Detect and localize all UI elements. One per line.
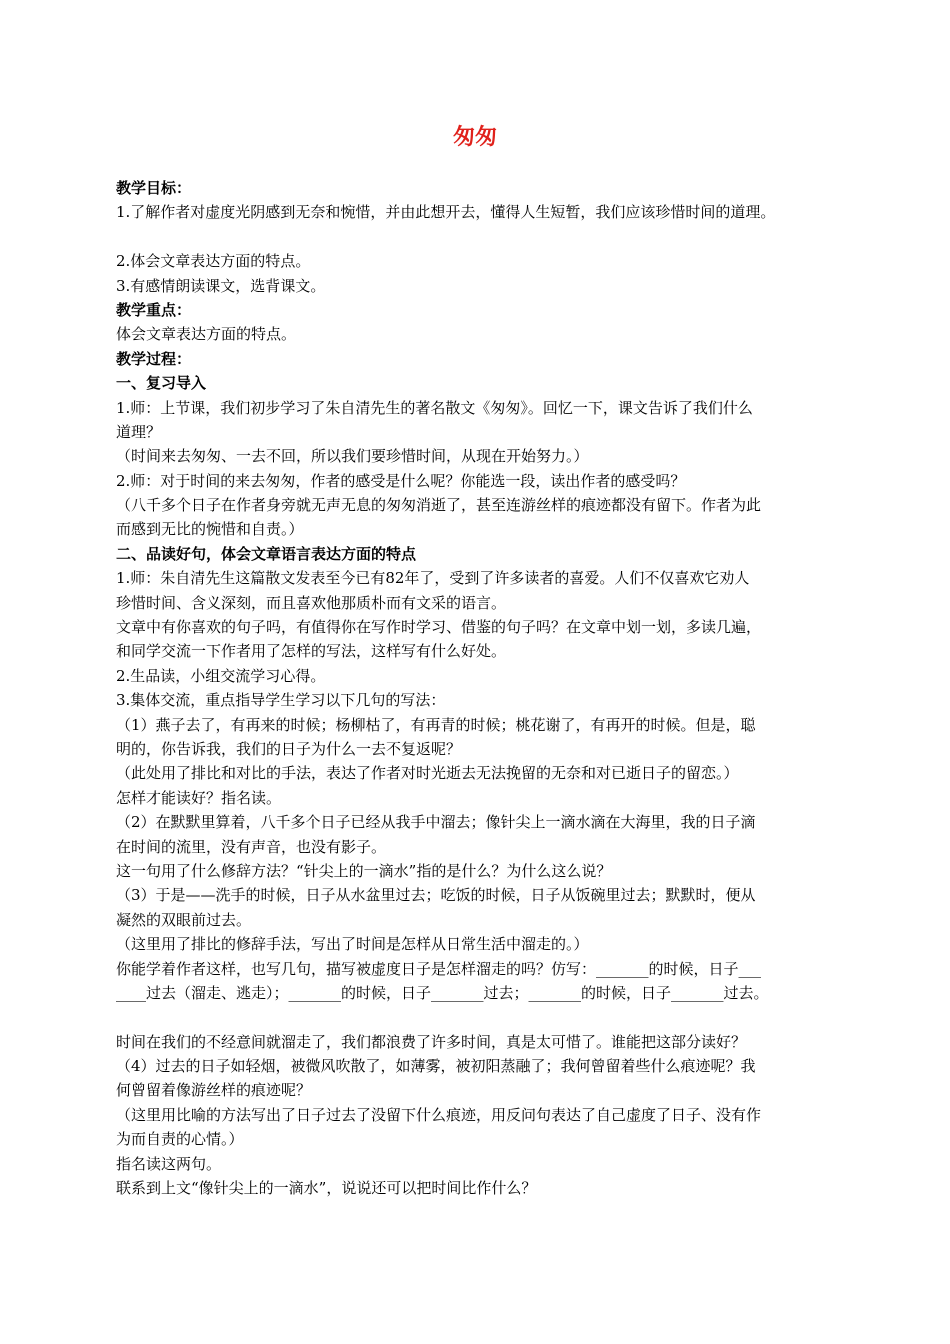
paragraph-line: 和同学交流一下作者用了怎样的写法，这样写有什么好处。 (116, 642, 507, 661)
paragraph-line: 这一句用了什么修辞方法？“针尖上的一滴水”指的是什么？为什么这么说？ (116, 861, 612, 880)
paragraph-line: （时间来去匆匆、一去不回，所以我们要珍惜时间，从现在开始努力。） (116, 447, 589, 466)
paragraph-line: 联系到上文“像针尖上的一滴水”，说说还可以把时间比作什么？ (116, 1179, 537, 1198)
paragraph-line: 凝然的双眼前过去。 (116, 910, 252, 929)
paragraph-line: 1.了解作者对虚度光阴感到无奈和惋惜，并由此想开去，懂得人生短暂，我们应该珍惜时间的道理。 (116, 203, 776, 222)
paragraph-line: 指名读这两句。 (116, 1154, 222, 1173)
paragraph-line: 2.师：对于时间的来去匆匆，作者的感受是什么呢？你能选一段，读出作者的感受吗？ (116, 471, 686, 490)
paragraph-line: （2）在默默里算着，八千多个日子已经从我手中溜去；像针尖上一滴水滴在大海里，我的日子滴 (116, 813, 756, 832)
section-heading: 教学重点： (116, 300, 192, 319)
document-title: 匆匆 (452, 124, 497, 150)
paragraph-line: （这里用了排比的修辞手法，写出了时间是怎样从日常生活中溜走的。） (116, 935, 589, 954)
paragraph-line: （这里用比喻的方法写出了日子过去了没留下什么痕迹，用反问句表达了自己虚度了日子、没有作 (116, 1105, 762, 1124)
paragraph-line: 1.师：朱自清先生这篇散文发表至今已有82年了，受到了许多读者的喜爱。人们不仅喜欢它劝人 (116, 569, 750, 588)
paragraph-line: 何曾留着像游丝样的痕迹呢？ (116, 1081, 312, 1100)
paragraph-line: （4）过去的日子如轻烟，被微风吹散了，如薄雾，被初阳蒸融了；我何曾留着些什么痕迹呢？我 (116, 1057, 756, 1076)
paragraph-line: 道理？ (116, 422, 162, 441)
paragraph-line: 时间在我们的不经意间就溜走了，我们都浪费了许多时间，真是太可惜了。谁能把这部分读好？ (116, 1032, 747, 1051)
section-heading: 教学目标： (116, 179, 192, 197)
paragraph-line: （3）于是——洗手的时候，日子从水盆里过去；吃饭的时候，日子从饭碗里过去；默默时，便从 (116, 886, 756, 905)
paragraph-line: 你能学着作者这样，也写几句，描写被虚度日子是怎样溜走的吗？仿写：_______的时候，日子___ (116, 959, 762, 978)
paragraph-line: ____过去（溜走、逃走）；_______的时候，日子_______过去；_______的时候，日子_______过去。 (116, 983, 769, 1002)
paragraph-line: （此处用了排比和对比的手法，表达了作者对时光逝去无法挽留的无奈和对已逝日子的留恋。） (116, 764, 739, 783)
paragraph-line: 2.体会文章表达方面的特点。 (116, 252, 311, 271)
paragraph-line: 明的，你告诉我，我们的日子为什么一去不复返呢？ (116, 739, 462, 758)
section-heading: 教学过程： (116, 349, 192, 368)
paragraph-line: 体会文章表达方面的特点。 (116, 325, 297, 344)
paragraph-line: 为而自责的心情。） (116, 1130, 244, 1149)
section-heading: 二、品读好句，体会文章语言表达方面的特点 (116, 544, 417, 563)
document-body (116, 176, 946, 1200)
paragraph-line: 文章中有你喜欢的句子吗，有值得你在写作时学习、借鉴的句子吗？在文章中划一划，多读几遍， (116, 618, 762, 637)
paragraph-line: 2.生品读，小组交流学习心得。 (116, 666, 326, 685)
paragraph-line: 怎样才能读好？指名读。 (116, 788, 282, 807)
blank-line (116, 225, 946, 249)
paragraph-line: 而感到无比的惋惜和自责。） (116, 520, 304, 539)
paragraph-line: 在时间的流里，没有声音，也没有影子。 (116, 837, 387, 856)
section-heading: 一、复习导入 (116, 374, 207, 393)
paragraph-line: 珍惜时间、含义深刻，而且喜欢他那质朴而有文采的语言。 (116, 593, 507, 612)
paragraph-line: （1）燕子去了，有再来的时候；杨柳枯了，有再青的时候；桃花谢了，有再开的时候。但是，聪 (116, 715, 756, 734)
paragraph-line: 3.有感情朗读课文，选背课文。 (116, 276, 326, 295)
paragraph-line: （八千多个日子在作者身旁就无声无息的匆匆消逝了，甚至连游丝样的痕迹都没有留下。作者为此 (116, 496, 762, 515)
paragraph-line: 3.集体交流，重点指导学生学习以下几句的写法： (116, 691, 446, 710)
paragraph-line: 1.师：上节课，我们初步学习了朱自清先生的著名散文《匆匆》。回忆一下，课文告诉了我们什么 (116, 398, 753, 417)
blank-line (116, 1005, 946, 1029)
